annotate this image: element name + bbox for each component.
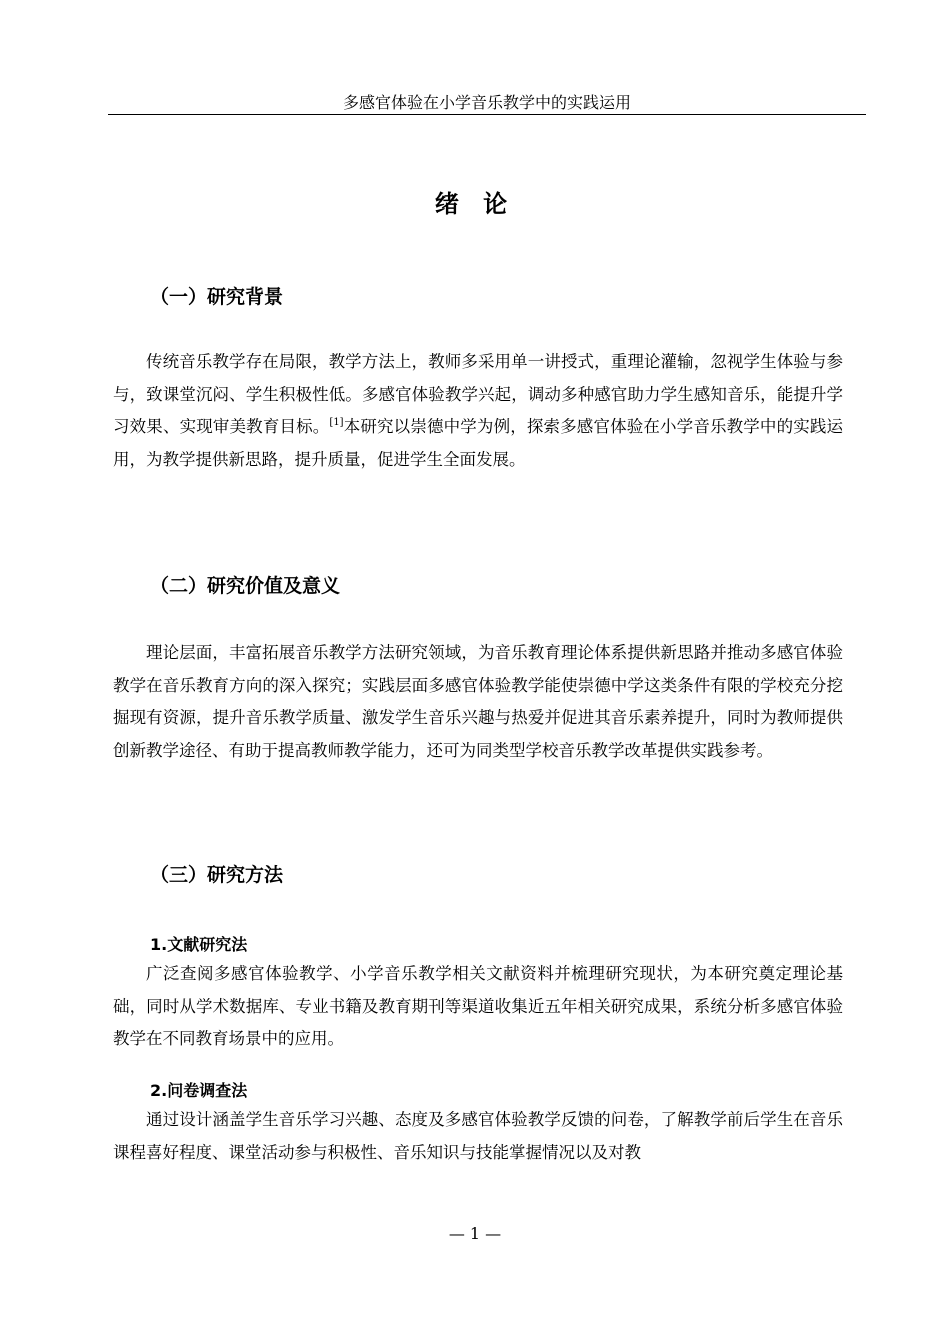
paragraph-background: [113, 346, 843, 476]
page-number: — 1 —: [448, 1224, 502, 1243]
chapter-title: 绪 论: [434, 189, 516, 218]
paragraph-literature: 广泛查阅多感官体验教学、小学音乐教学相关文献资料并梳理研究现状，为本研究奠定理论基础，同时从学术数据库、专业书籍及教育期刊等渠道收集近五年相关研究成果，系统分析多感官体验教学在不同教育场景中的应用。: [113, 964, 843, 1048]
subsection-heading-survey: 2.问卷调查法: [150, 1081, 248, 1100]
paragraph-background-part1: 传统音乐教学存在局限，教学方法上，教师多采用单一讲授式，重理论灌输，忽视学生体验与参与，致课堂沉闷、学生积极性低。多感官体验教学兴起，调动多种感官助力学生感知音乐，能提升学习效果、实现审美教育目标。: [113, 352, 843, 436]
citation-marker[interactable]: [1]: [329, 417, 344, 428]
paragraph-background-part2: 本研究以崇德中学为例，探索多感官体验在小学音乐教学中的实践运用，为教学提供新思路，提升质量，促进学生全面发展。: [113, 417, 844, 469]
running-header-title: 多感官体验在小学音乐教学中的实践运用: [342, 93, 631, 112]
running-header: [108, 92, 866, 115]
section-heading-methods: （三）研究方法: [150, 864, 284, 886]
paragraph-value: 理论层面，丰富拓展音乐教学方法研究领域，为音乐教育理论体系提供新思路并推动多感官体验教学在音乐教育方向的深入探究；实践层面多感官体验教学能使崇德中学这类条件有限的学校充分挖掘现有资源，提升音乐教学质量、激发学生音乐兴趣与热爱并促进其音乐素养提升，同时为教师提供创新教学途径、有助于提高教师教学能力，还可为同类型学校音乐教学改革提供实践参考。: [113, 643, 843, 760]
section-heading-value: （二）研究价值及意义: [150, 575, 341, 597]
subsection-heading-literature: 1.文献研究法: [150, 935, 248, 954]
section-heading-background: （一）研究背景: [150, 286, 284, 308]
paragraph-survey: 通过设计涵盖学生音乐学习兴趣、态度及多感官体验教学反馈的问卷，了解教学前后学生在音乐课程喜好程度、课堂活动参与积极性、音乐知识与技能掌握情况以及对教: [113, 1110, 843, 1162]
